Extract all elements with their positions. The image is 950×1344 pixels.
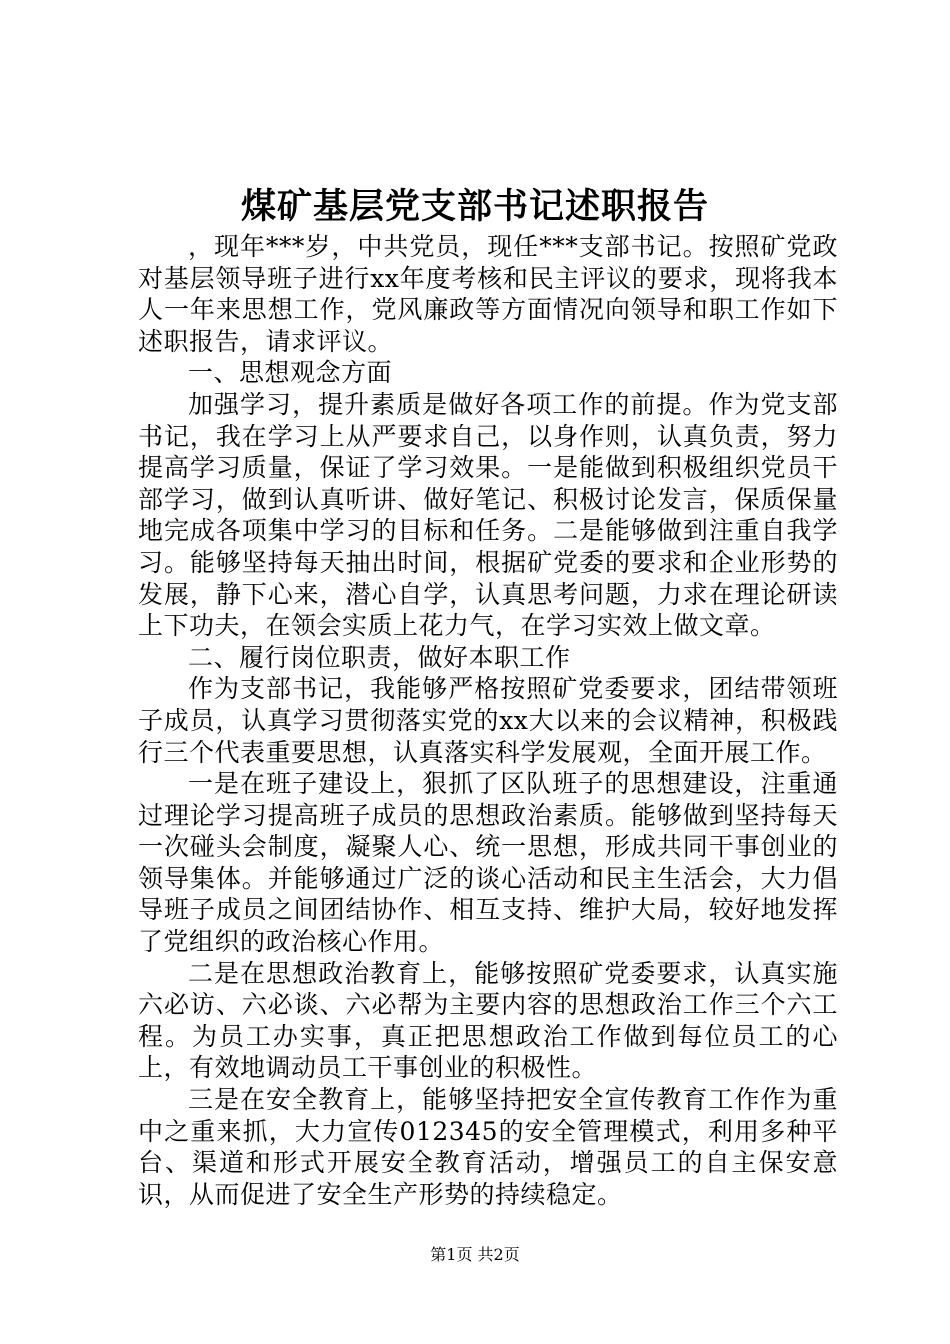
section-heading-1: 一、思想观念方面 <box>188 358 393 388</box>
safety-education-paragraph: 三是在安全教育上，能够坚持把安全宣传教育工作作为重中之重来抓，大力宣传012345的安全管理模式，利用多种平台、渠道和形式开展安全教育活动，增强员工的自主保安意识，从而促进了安全生产形势的持续稳定。 <box>138 1085 838 1209</box>
team-building-paragraph: 一是在班子建设上，狠抓了区队班子的思想建设，注重通过理论学习提高班子成员的思想政治素质。能够做到坚持每天一次碰头会制度，凝聚人心、统一思想，形成共同干事创业的领导集体。并能够通过广泛的谈心活动和民主生活会，大力倡导班子成员之间团结协作、相互支持、维护大局，较好地发挥了党组织的政治核心作用。 <box>138 769 838 957</box>
section-2-paragraph: 作为支部书记，我能够严格按照矿党委要求，团结带领班子成员，认真学习贯彻落实党的xx大以来的会议精神，积极践行三个代表重要思想，认真落实科学发展观，全面开展工作。 <box>138 674 838 767</box>
document-title: 煤矿基层党支部书记述职报告 <box>240 186 709 227</box>
section-1-paragraph: 加强学习，提升素质是做好各项工作的前提。作为党支部书记，我在学习上从严要求自己，以身作则，认真负责，努力提高学习质量，保证了学习效果。一是能做到积极组织党员干部学习，做到认真听讲、做好笔记、积极讨论发言，保质保量地完成各项集中学习的目标和任务。二是能够做到注重自我学习。能够坚持每天抽出时间，根据矿党委的要求和企业形势的发展，静下心来，潜心自学，认真思考问题，力求在理论研读上下功夫，在领会实质上花力气，在学习实效上做文章。 <box>138 389 838 641</box>
page-footer: 第1页 共2页 <box>430 1245 520 1264</box>
document-body <box>138 231 838 1210</box>
intro-paragraph: ，现年***岁，中共党员，现任***支部书记。按照矿党政对基层领导班子进行xx年度考核和民主评议的要求，现将我本人一年来思想工作，党风廉政等方面情况向领导和职工作如下述职报告，请求评议。 <box>138 232 838 356</box>
political-education-paragraph: 二是在思想政治教育上，能够按照矿党委要求，认真实施六必访、六必谈、六必帮为主要内容的思想政治工作三个六工程。为员工办实事，真正把思想政治工作做到每位员工的心上，有效地调动员工干事创业的积极性。 <box>138 958 838 1083</box>
section-heading-2: 二、履行岗位职责，做好本职工作 <box>188 642 571 672</box>
